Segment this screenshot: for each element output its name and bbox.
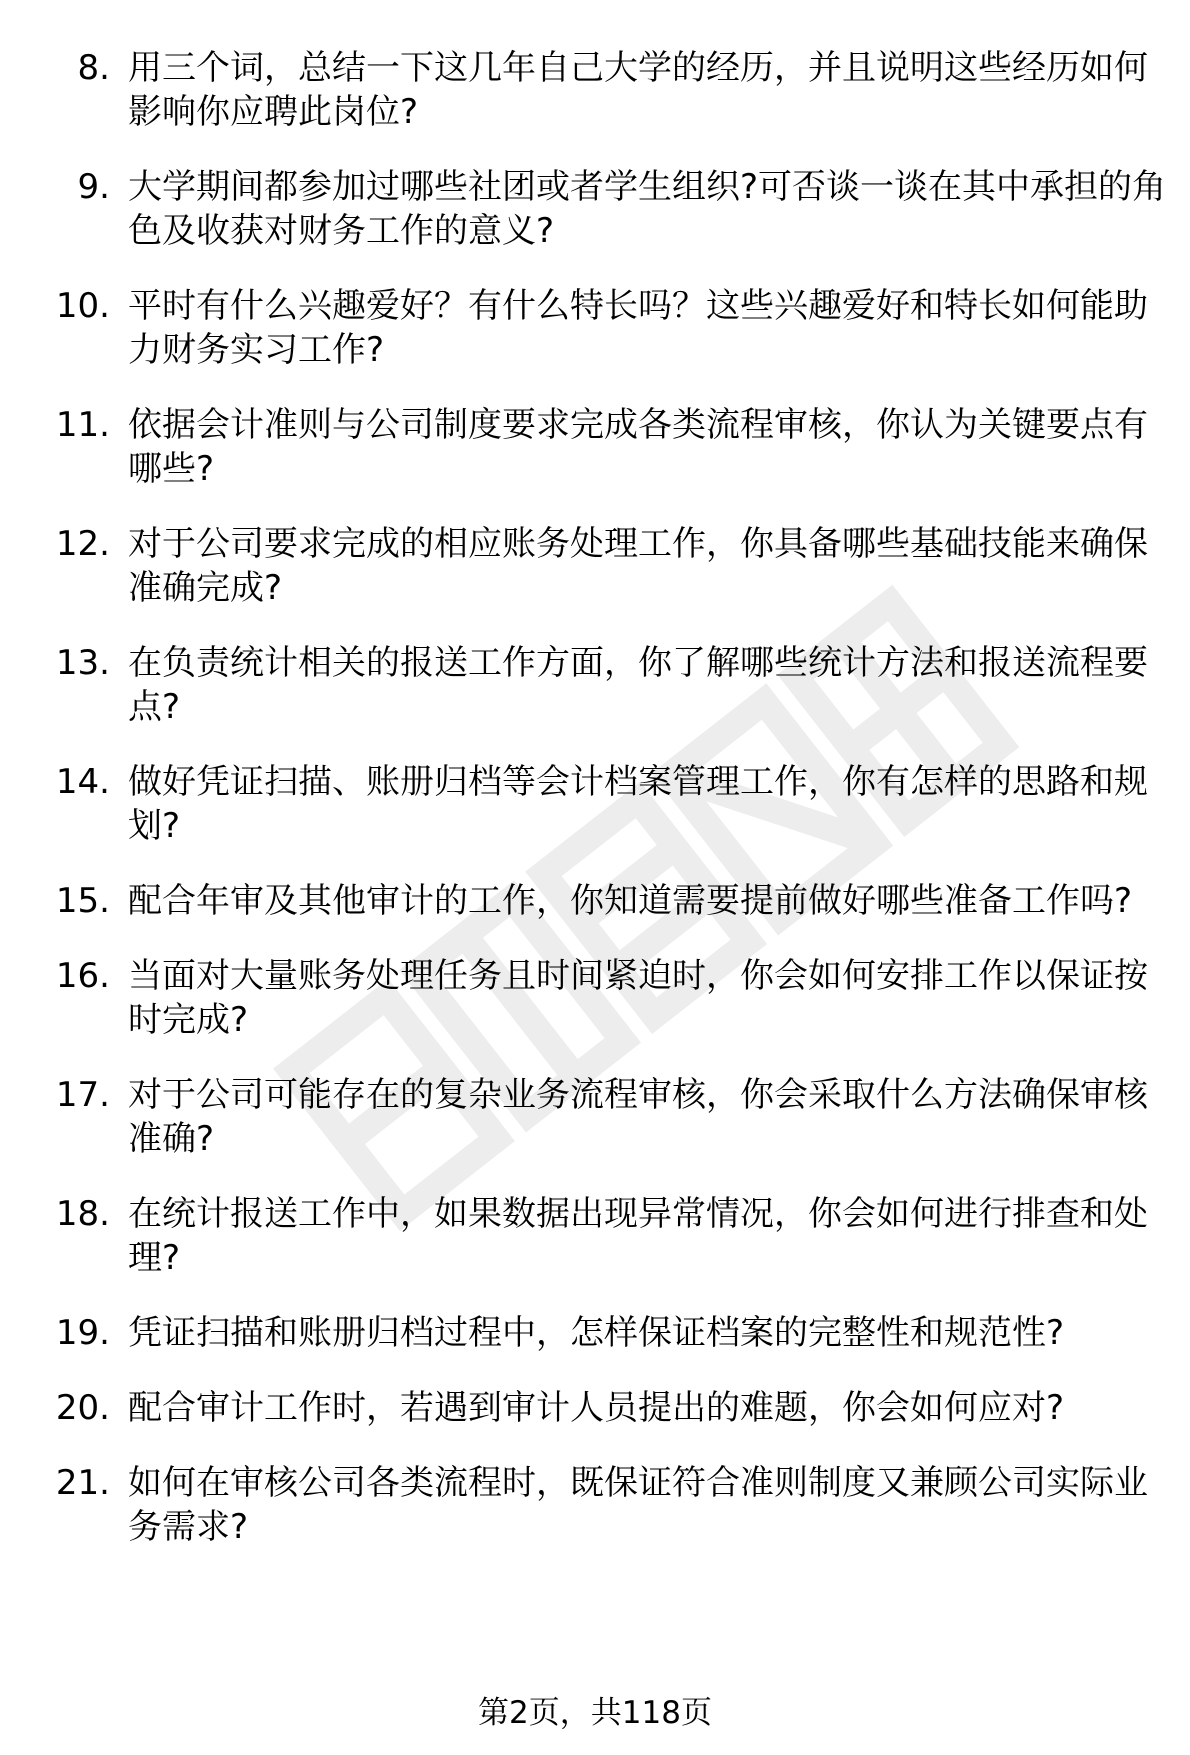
question-text: 当面对大量账务处理任务且时间紧迫时，你会如何安排工作以保证按时完成? (128, 956, 1148, 1040)
question-item (0, 1311, 1190, 1355)
question-text: 在负责统计相关的报送工作方面，你了解哪些统计方法和报送流程要点? (128, 643, 1148, 727)
question-number: 17. (55, 1075, 110, 1115)
question-number: 9. (77, 167, 110, 207)
question-item (0, 1073, 1190, 1161)
question-number: 18. (55, 1194, 110, 1234)
question-number: 11. (55, 405, 110, 445)
question-number: 21. (55, 1463, 110, 1503)
question-text: 配合审计工作时，若遇到审计人员提出的难题，你会如何应对? (128, 1388, 1065, 1428)
question-item (0, 954, 1190, 1042)
question-item (0, 641, 1190, 729)
question-number: 15. (55, 881, 110, 921)
question-text: 如何在审核公司各类流程时，既保证符合准则制度又兼顾公司实际业务需求? (128, 1463, 1148, 1547)
question-item (0, 522, 1190, 610)
question-list (0, 46, 1190, 1580)
question-number: 20. (55, 1388, 110, 1428)
question-number: 10. (55, 286, 110, 326)
question-text: 对于公司要求完成的相应账务处理工作，你具备哪些基础技能来确保准确完成? (128, 524, 1148, 608)
question-text: 平时有什么兴趣爱好？有什么特长吗？这些兴趣爱好和特长如何能助力财务实习工作? (128, 286, 1148, 370)
question-text: 配合年审及其他审计的工作，你知道需要提前做好哪些准备工作吗? (128, 881, 1133, 921)
question-item (0, 1192, 1190, 1280)
question-text: 用三个词，总结一下这几年自己大学的经历，并且说明这些经历如何影响你应聘此岗位? (128, 48, 1148, 132)
question-item (0, 879, 1190, 923)
question-text: 凭证扫描和账册归档过程中，怎样保证档案的完整性和规范性? (128, 1313, 1065, 1353)
question-text: 在统计报送工作中，如果数据出现异常情况，你会如何进行排查和处理? (128, 1194, 1148, 1278)
question-number: 16. (55, 956, 110, 996)
question-item (0, 46, 1190, 134)
question-number: 14. (55, 762, 110, 802)
question-text: 大学期间都参加过哪些社团或者学生组织?可否谈一谈在其中承担的角色及收获对财务工作的意义? (128, 167, 1167, 251)
question-item (0, 284, 1190, 372)
question-item (0, 1386, 1190, 1430)
question-number: 12. (55, 524, 110, 564)
question-item (0, 403, 1190, 491)
question-number: 8. (77, 48, 110, 88)
page-footer: 第2页，共118页 (478, 1695, 712, 1731)
question-text: 做好凭证扫描、账册归档等会计档案管理工作，你有怎样的思路和规划? (128, 762, 1148, 846)
question-number: 13. (55, 643, 110, 683)
question-item (0, 165, 1190, 253)
question-item (0, 1461, 1190, 1549)
question-text: 对于公司可能存在的复杂业务流程审核，你会采取什么方法确保审核准确? (128, 1075, 1148, 1159)
question-number: 19. (55, 1313, 110, 1353)
question-item (0, 760, 1190, 848)
question-text: 依据会计准则与公司制度要求完成各类流程审核，你认为关键要点有哪些? (128, 405, 1148, 489)
